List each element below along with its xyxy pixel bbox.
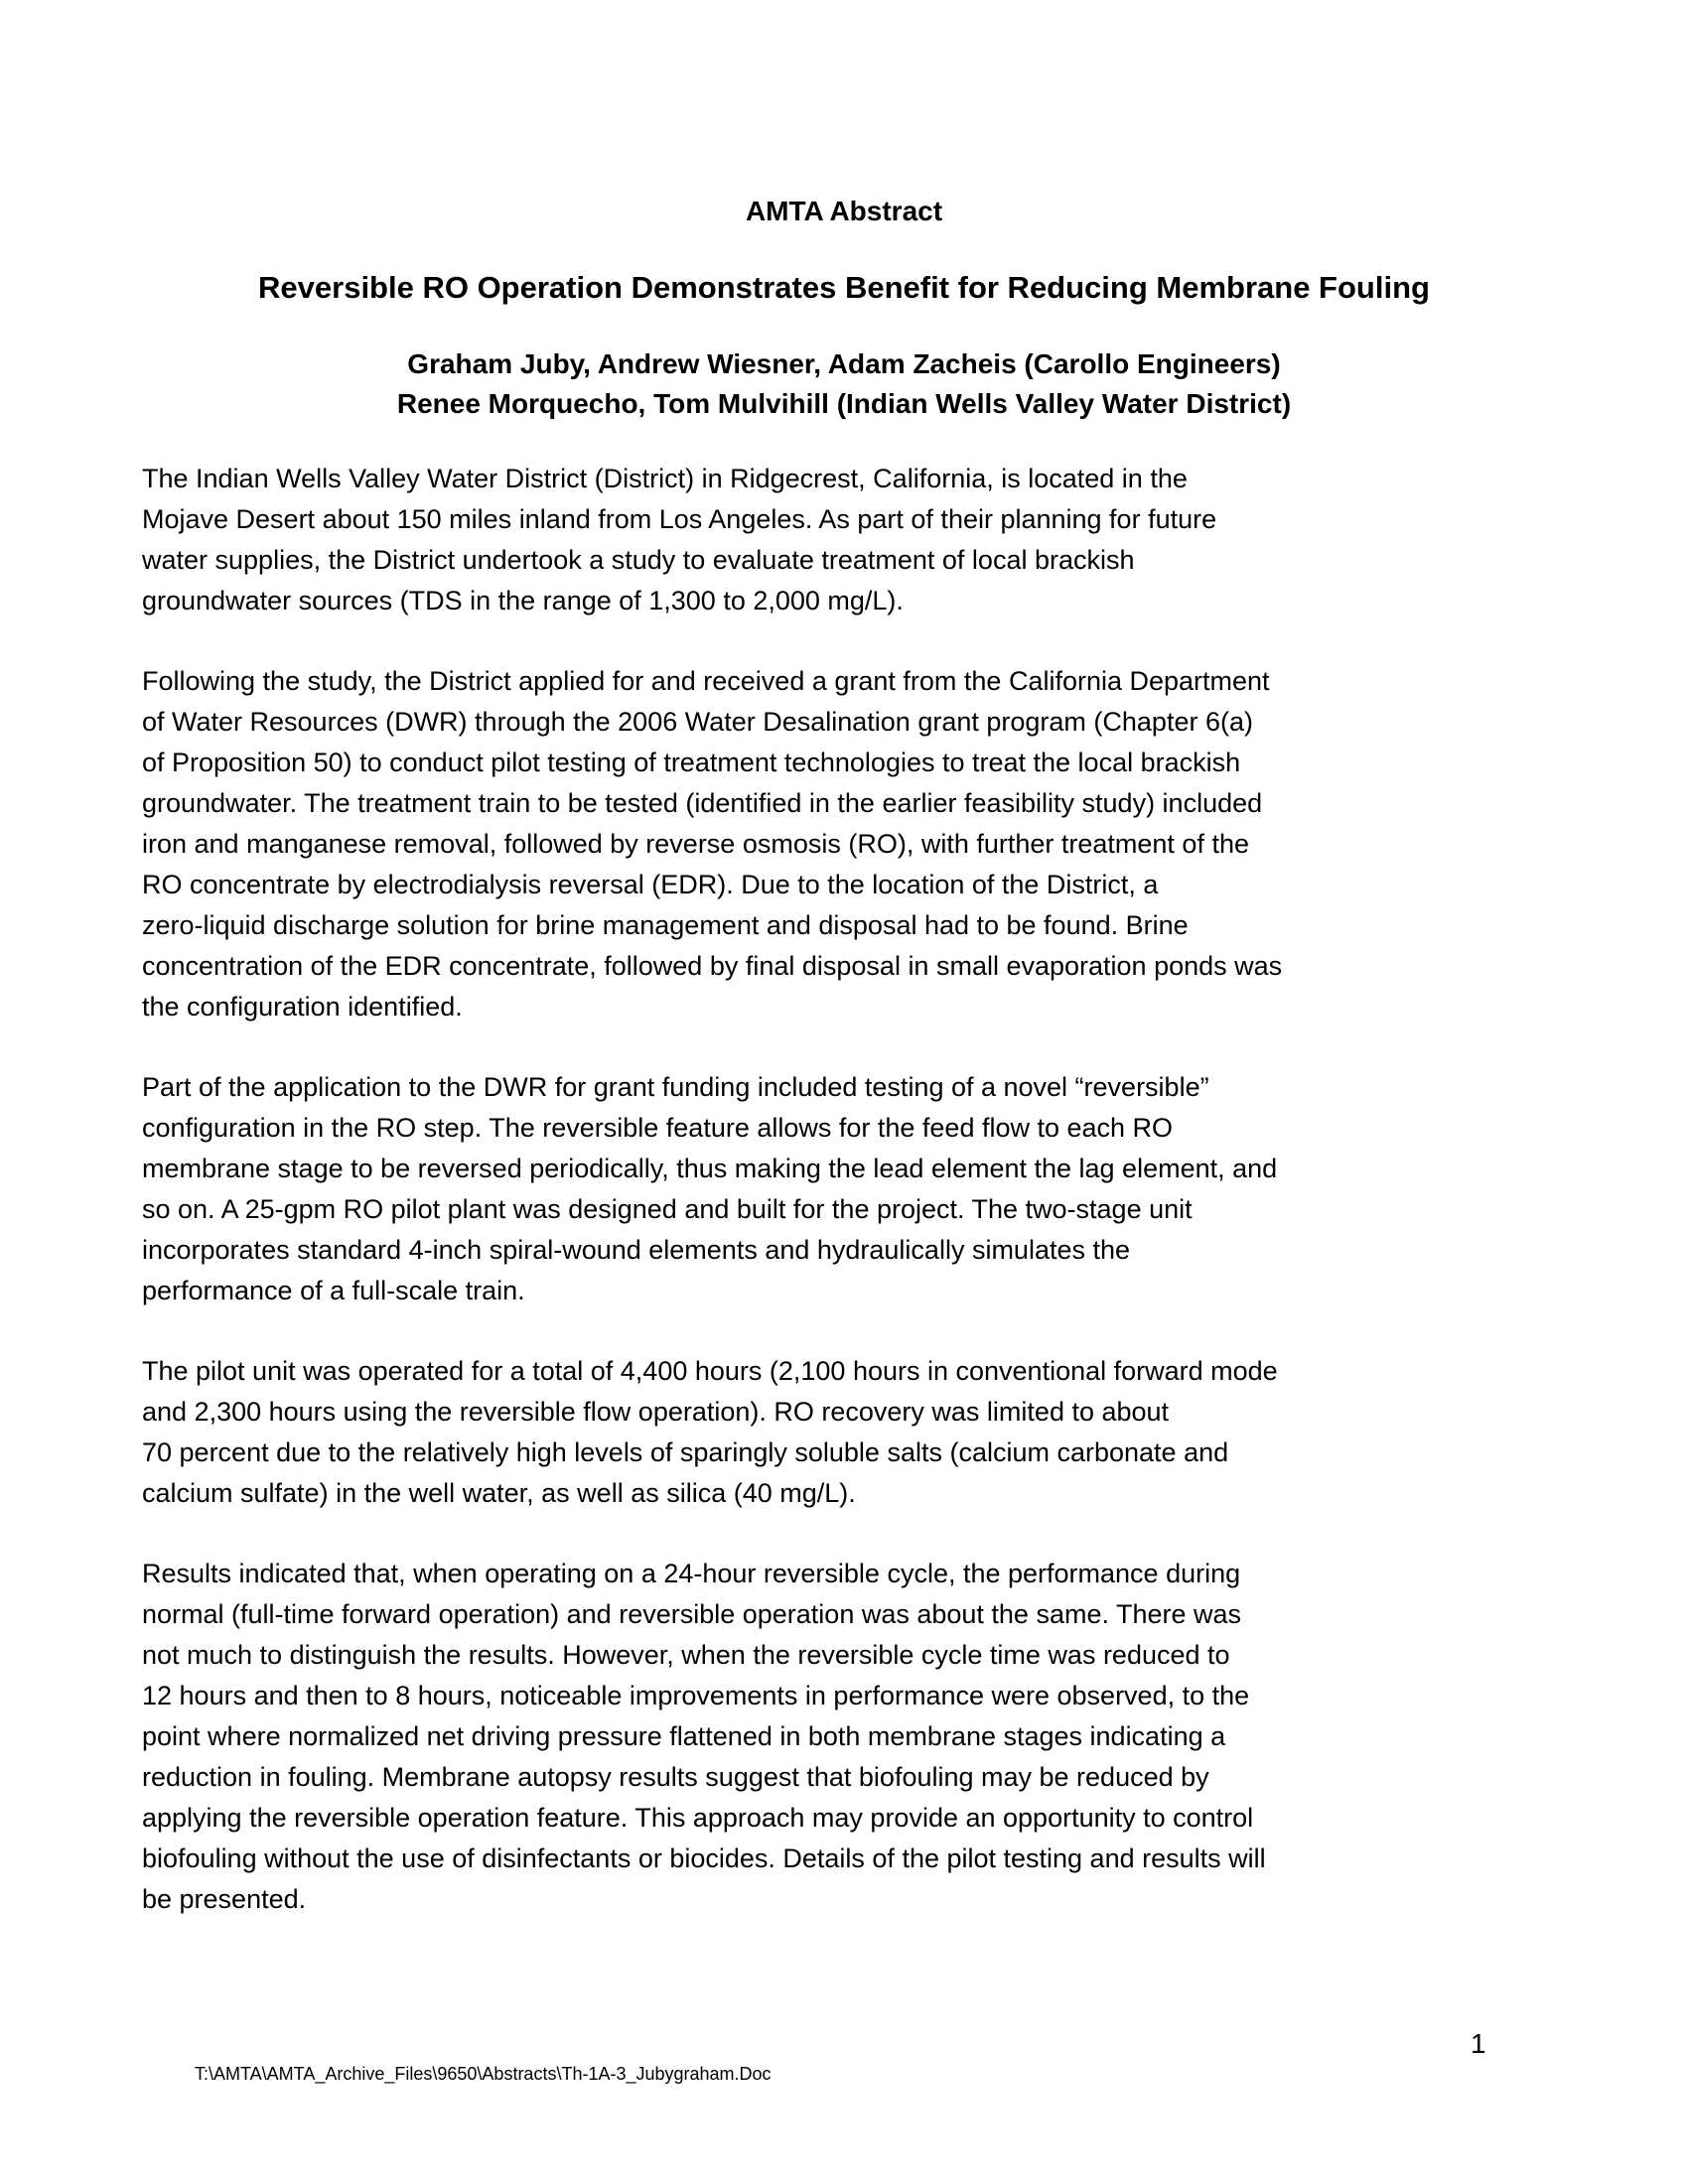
text-line: configuration in the RO step. The reversible feature allows for the feed flow to each RO	[142, 1113, 1174, 1143]
paragraph	[142, 661, 1539, 1027]
text-line: point where normalized net driving pressure flattened in both membrane stages indicating a	[142, 1721, 1226, 1751]
text-line: applying the reversible operation feature. This approach may provide an opportunity to control	[142, 1803, 1254, 1833]
abstract-body	[142, 459, 1539, 1960]
paragraph	[142, 1554, 1539, 1920]
page-number: 1	[1471, 2028, 1486, 2059]
text-line: concentration of the EDR concentrate, followed by final disposal in small evaporation ponds was	[142, 951, 1283, 981]
paragraph	[142, 1067, 1539, 1311]
document-title: Reversible RO Operation Demonstrates Benefit for Reducing Membrane Fouling	[258, 270, 1430, 305]
text-line: membrane stage to be reversed periodically, thus making the lead element the lag element, and	[142, 1154, 1278, 1183]
text-line: iron and manganese removal, followed by reverse osmosis (RO), with further treatment of the	[142, 829, 1249, 859]
author-line-1: Graham Juby, Andrew Wiesner, Adam Zacheis (Carollo Engineers)	[407, 348, 1281, 379]
text-line: 12 hours and then to 8 hours, noticeable improvements in performance were observed, to the	[142, 1681, 1250, 1710]
text-line: of Proposition 50) to conduct pilot testing of treatment technologies to treat the local brackish	[142, 748, 1241, 777]
author-line-2: Renee Morquecho, Tom Mulvihill (Indian Wells Valley Water District)	[396, 388, 1292, 419]
text-line: incorporates standard 4-inch spiral-wound elements and hydraulically simulates the	[142, 1235, 1131, 1265]
text-line: of Water Resources (DWR) through the 2006 Water Desalination grant program (Chapter 6(a)	[142, 707, 1253, 737]
text-line: Part of the application to the DWR for grant funding included testing of a novel “reversible”	[142, 1072, 1209, 1102]
text-line: groundwater. The treatment train to be tested (identified in the earlier feasibility study) included	[142, 788, 1263, 818]
text-line: be presented.	[142, 1884, 307, 1914]
text-line: Results indicated that, when operating on a 24-hour reversible cycle, the performance during	[142, 1559, 1241, 1588]
text-line: so on. A 25-gpm RO pilot plant was designed and built for the project. The two-stage unit	[142, 1194, 1193, 1224]
text-line: Following the study, the District applied for and received a grant from the California Department	[142, 666, 1270, 696]
text-line: RO concentrate by electrodialysis reversal (EDR). Due to the location of the District, a	[142, 870, 1159, 899]
footer-file-path: T:\AMTA\AMTA_Archive_Files\9650\Abstracts\Th-1A-3_Jubygraham.Doc	[195, 2064, 772, 2084]
text-line: biofouling without the use of disinfectants or biocides. Details of the pilot testing and results will	[142, 1843, 1266, 1873]
text-line: Mojave Desert about 150 miles inland from Los Angeles. As part of their planning for future	[142, 504, 1217, 534]
text-line: normal (full-time forward operation) and reversible operation was about the same. There was	[142, 1599, 1242, 1629]
text-line: water supplies, the District undertook a study to evaluate treatment of local brackish	[142, 545, 1135, 575]
text-line: The Indian Wells Valley Water District (District) in Ridgecrest, California, is located in the	[142, 464, 1188, 493]
text-line: and 2,300 hours using the reversible flow operation). RO recovery was limited to about	[142, 1397, 1170, 1427]
text-line: the configuration identified.	[142, 992, 463, 1022]
text-line: groundwater sources (TDS in the range of 1,300 to 2,000 mg/L).	[142, 586, 904, 615]
author-block	[0, 344, 1688, 424]
text-line: reduction in fouling. Membrane autopsy results suggest that biofouling may be reduced by	[142, 1762, 1209, 1792]
text-line: performance of a full-scale train.	[142, 1276, 525, 1305]
text-line: not much to distinguish the results. However, when the reversible cycle time was reduced to	[142, 1640, 1230, 1670]
document-header: AMTA Abstract	[745, 196, 943, 226]
text-line: calcium sulfate) in the well water, as well as silica (40 mg/L).	[142, 1478, 856, 1508]
text-line: The pilot unit was operated for a total of 4,400 hours (2,100 hours in conventional forward mode	[142, 1356, 1278, 1386]
paragraph	[142, 1351, 1539, 1514]
paragraph	[142, 459, 1539, 621]
text-line: 70 percent due to the relatively high levels of sparingly soluble salts (calcium carbonate and	[142, 1437, 1229, 1467]
text-line: zero-liquid discharge solution for brine management and disposal had to be found. Brine	[142, 910, 1189, 940]
